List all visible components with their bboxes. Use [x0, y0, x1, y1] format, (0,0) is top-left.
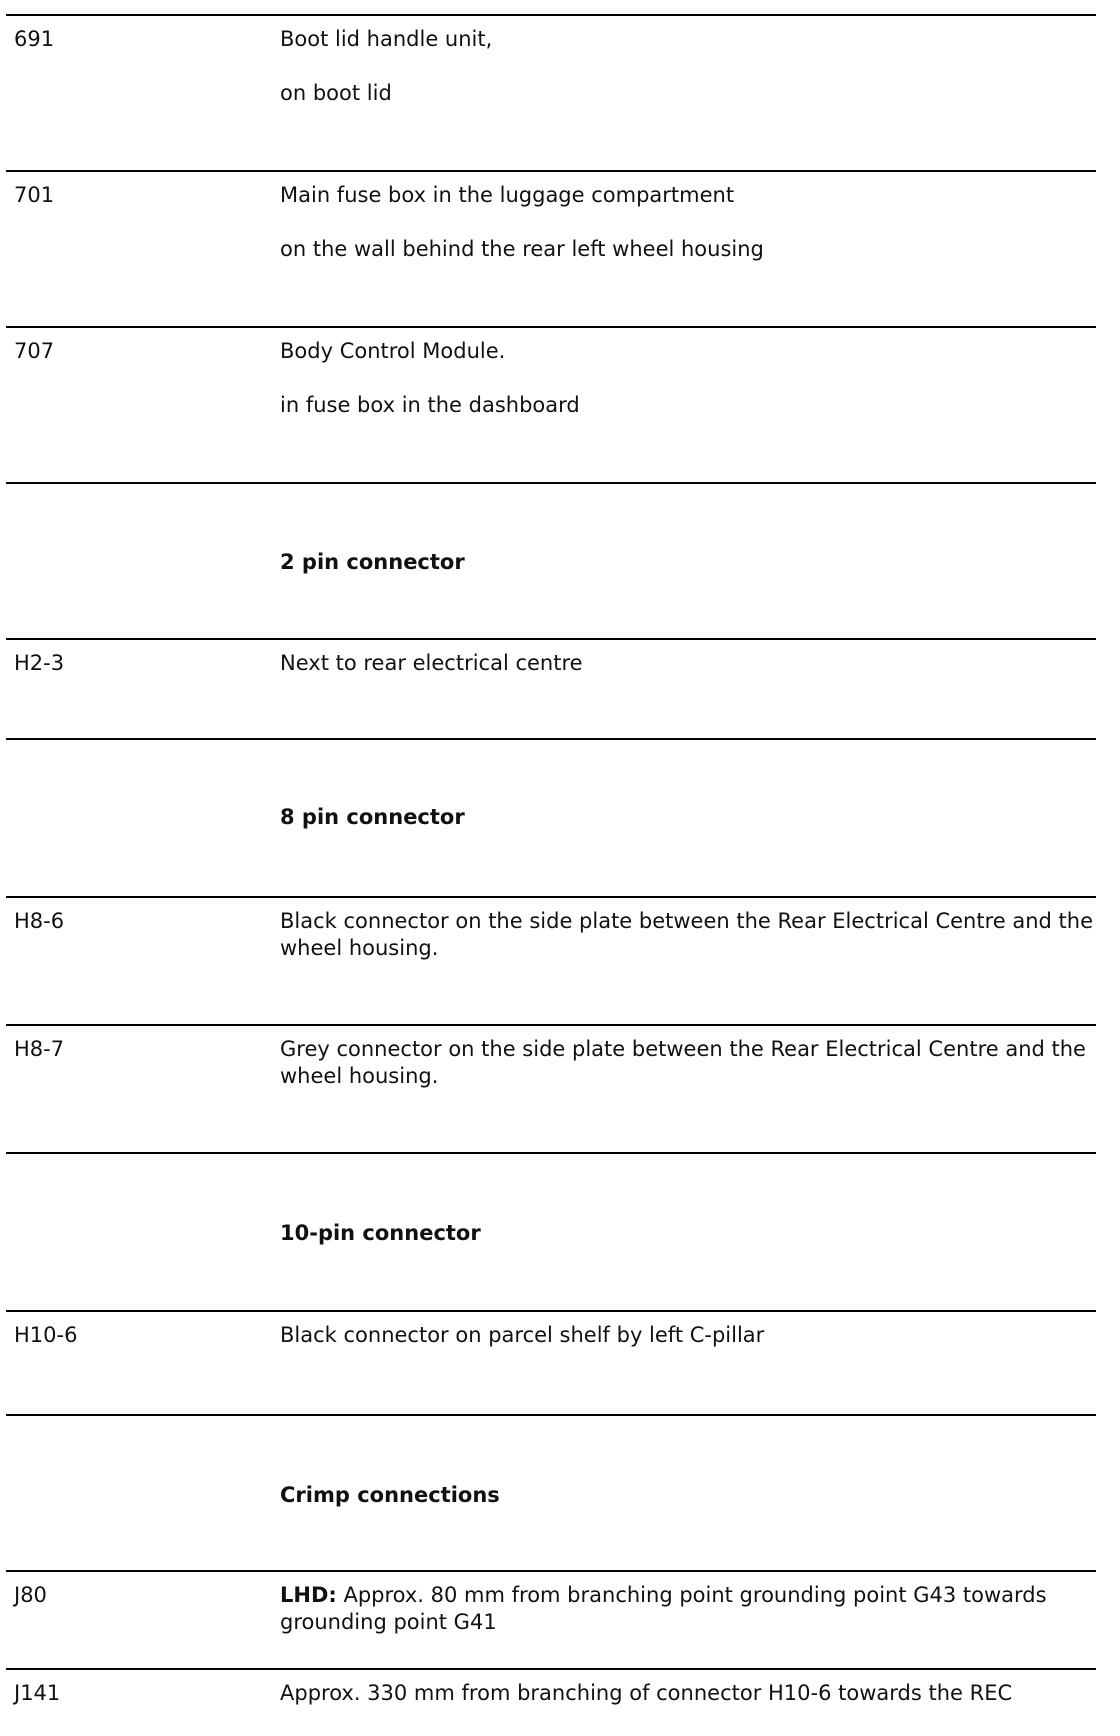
table-row — [6, 1668, 1096, 1736]
section-heading: Crimp connections — [280, 1483, 500, 1507]
description-line: on boot lid — [280, 81, 392, 105]
description-line: Body Control Module. — [280, 339, 506, 363]
component-code: 691 — [14, 27, 55, 51]
description-line: Black connector on parcel shelf by left C-pillar — [280, 1323, 765, 1347]
component-description — [280, 1322, 1096, 1349]
table-row — [6, 326, 1096, 482]
section-heading: 8 pin connector — [280, 805, 465, 829]
component-code: H2-3 — [14, 651, 65, 675]
section-heading: 2 pin connector — [280, 550, 465, 574]
component-description — [280, 182, 1096, 263]
component-code: J80 — [14, 1583, 47, 1607]
component-description: Grey connector on the side plate between the Rear Electrical Centre and the wheel housing. — [280, 1037, 1086, 1088]
section-heading-row — [6, 1152, 1096, 1310]
component-code: 701 — [14, 183, 55, 207]
description-line: Boot lid handle unit, — [280, 27, 493, 51]
component-description — [280, 338, 1096, 419]
table-row — [6, 1310, 1096, 1414]
description-line: in fuse box in the dashboard — [280, 393, 580, 417]
section-heading-row — [6, 482, 1096, 638]
component-description — [280, 26, 1096, 107]
table-row — [6, 14, 1096, 170]
description-line: Approx. 330 mm from branching of connector H10-6 towards the REC — [280, 1681, 1013, 1705]
component-code: H8-7 — [14, 1037, 65, 1061]
section-heading-row — [6, 738, 1096, 896]
component-code: H10-6 — [14, 1323, 78, 1347]
table-row — [6, 896, 1096, 1024]
component-description — [280, 650, 1096, 677]
component-code: J141 — [14, 1681, 61, 1705]
lhd-label: LHD: — [280, 1583, 337, 1607]
component-description — [280, 1680, 1096, 1707]
table-row — [6, 1024, 1096, 1152]
table-row — [6, 170, 1096, 326]
table-row — [6, 638, 1096, 738]
table-row — [6, 1570, 1096, 1668]
description-line: Next to rear electrical centre — [280, 651, 583, 675]
description-text: Approx. 80 mm from branching point grounding point G43 towards grounding point G41 — [280, 1583, 1047, 1634]
section-heading: 10-pin connector — [280, 1221, 481, 1245]
description-line: on the wall behind the rear left wheel housing — [280, 237, 764, 261]
section-heading-row — [6, 1414, 1096, 1570]
component-code: 707 — [14, 339, 55, 363]
component-description — [280, 1582, 1096, 1636]
component-description: Black connector on the side plate between the Rear Electrical Centre and the wheel housing. — [280, 909, 1094, 960]
description-line: Main fuse box in the luggage compartment — [280, 183, 735, 207]
component-code: H8-6 — [14, 909, 65, 933]
